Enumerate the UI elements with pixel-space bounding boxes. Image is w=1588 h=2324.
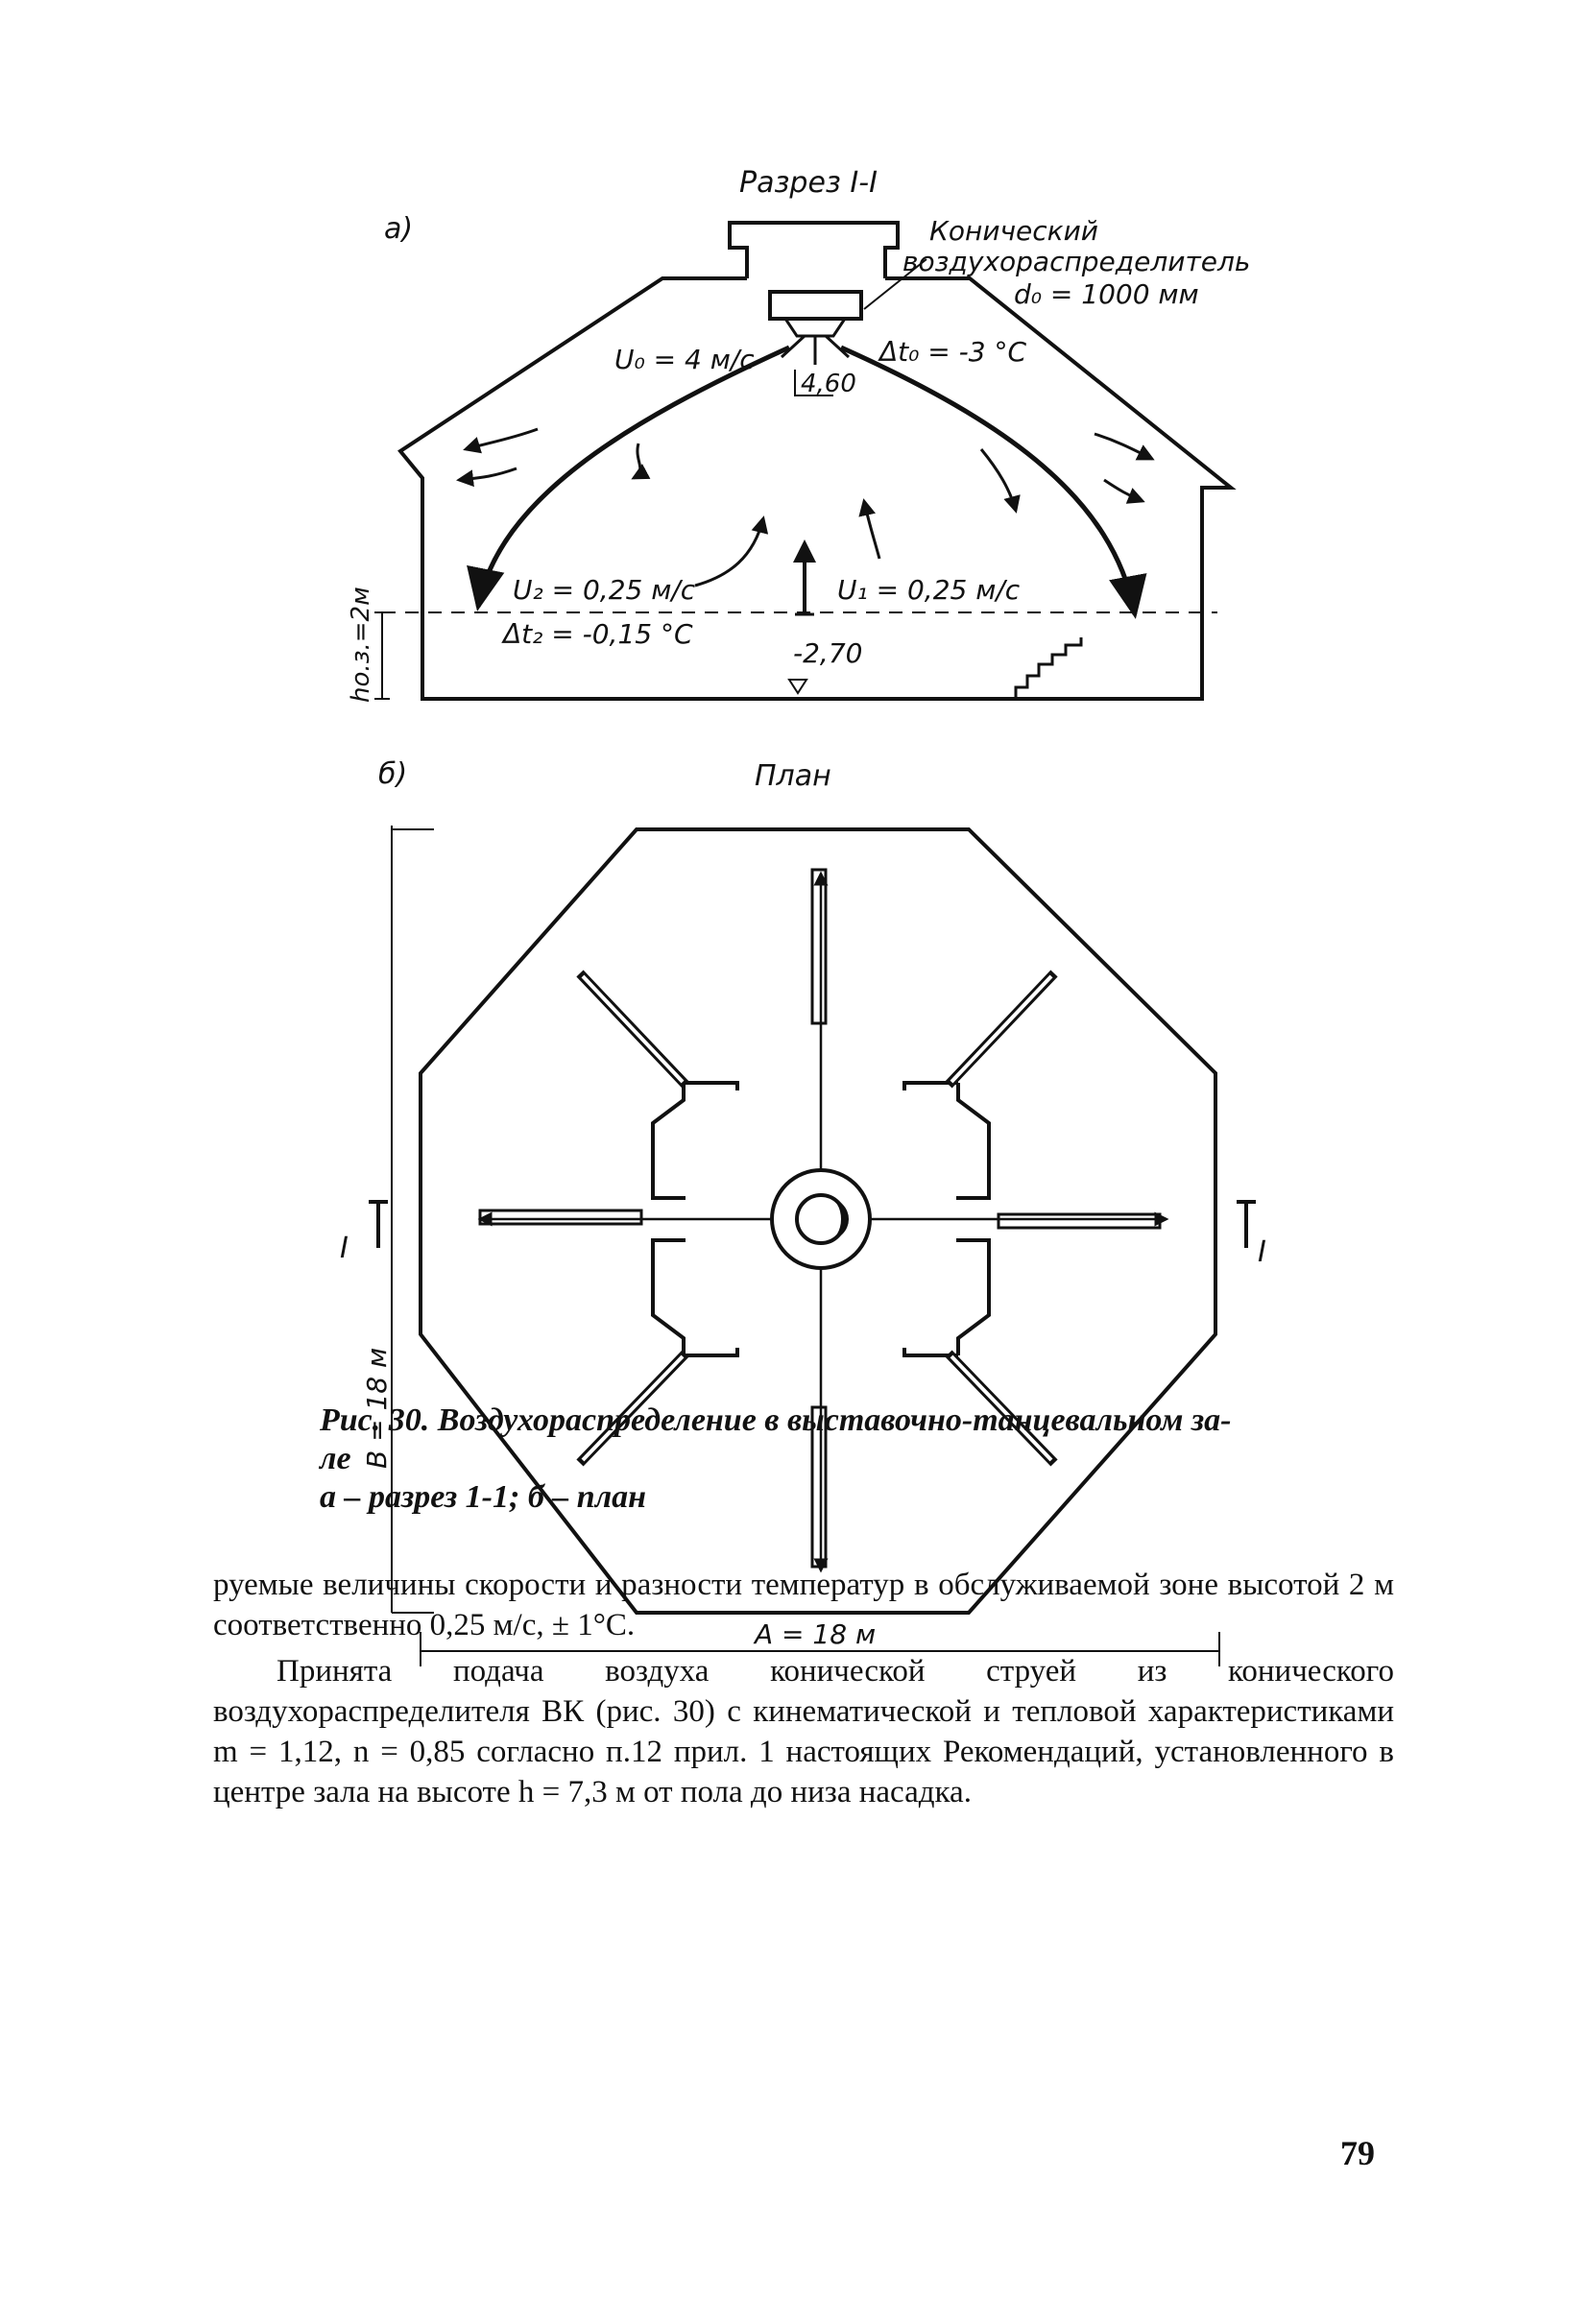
center-diffuser-shade	[828, 1198, 849, 1240]
section-panel-letter: а)	[384, 212, 414, 246]
page-number: 79	[1340, 2134, 1375, 2172]
device-size-label: d₀ = 1000 мм	[1014, 278, 1199, 310]
floor-elevation-label: -2,70	[793, 637, 863, 669]
figure-caption	[320, 1402, 1395, 1517]
dt0-label: Δt₀ = -3 °С	[879, 336, 1026, 368]
plan-panel-letter: б)	[378, 757, 408, 791]
caption-line1: Рис. 30. Воздухораспределение в выставочно-танцевальном за-	[320, 1402, 1232, 1438]
supply-duct	[730, 223, 898, 278]
paragraph-2: Принята подача воздуха конической струей из конического воздухораспределителя ВК (рис. 30) с кинематической и тепловой характеристиками m = 1,12, n = 0,85 согласно п.12 прил. 1 настоящих Рекомендаций, установленного в центре зала на высоте h = 7,3 м от пола до низа насадка.	[213, 1654, 1394, 1809]
section-title: Разрез I-I	[739, 166, 878, 200]
zone-height-label: hо.з.=2м	[347, 587, 375, 703]
device-label-line2: воздухораспределитель	[902, 246, 1251, 277]
cut-label-right: I	[1258, 1235, 1266, 1269]
dimension-a-label: A = 18 м	[755, 1618, 877, 1650]
v0-label: U₀ = 4 м/с	[614, 344, 755, 375]
dt2-label: Δt₂ = -0,15 °С	[503, 618, 693, 650]
cut-label-left: I	[340, 1232, 349, 1265]
caption-line2: ле	[320, 1441, 351, 1476]
plan-view	[340, 757, 1266, 1666]
conical-diffuser	[770, 292, 861, 319]
device-label-line1: Конический	[929, 215, 1098, 247]
dimension-b-label: B = 18 м	[361, 1347, 393, 1469]
v1-label: U₁ = 0,25 м/с	[837, 574, 1021, 606]
v2-label: U₂ = 0,25 м/с	[513, 574, 696, 606]
center-diffuser-outer	[772, 1170, 870, 1268]
body-text	[213, 1565, 1394, 1812]
section-view	[347, 166, 1250, 703]
diffuser-cone	[782, 319, 849, 365]
paragraph-1: руемые величины скорости и разности температур в обслуживаемой зоне высотой 2 м соответственно 0,25 м/с, ± 1°С.	[213, 1568, 1394, 1642]
top-elevation-label: 4,60	[801, 370, 856, 398]
caption-line3: а – разрез 1-1; б – план	[320, 1479, 647, 1515]
plan-title: План	[755, 759, 831, 793]
steps	[1016, 637, 1081, 699]
